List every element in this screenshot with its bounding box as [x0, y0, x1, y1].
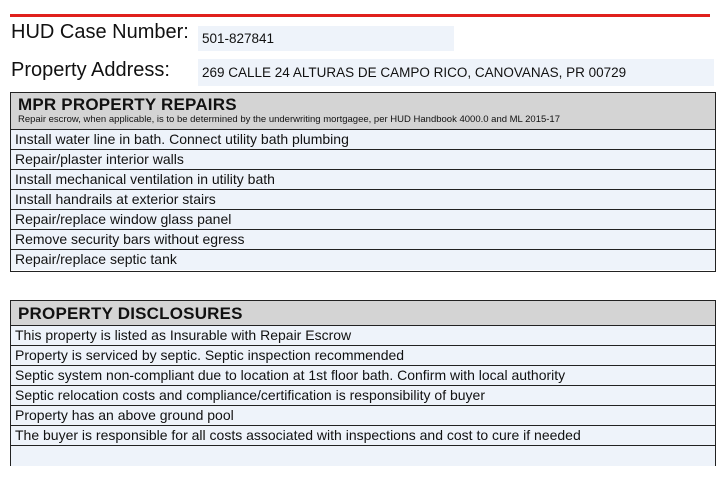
repairs-subtitle: Repair escrow, when applicable, is to be determined by the underwriting mortgagee, per HUD Handbook 4000.0 and ML 2015-17 [18, 114, 560, 125]
repair-row[interactable]: Install water line in bath. Connect utility bath plumbing [11, 130, 715, 150]
disclosures-header [11, 301, 715, 326]
repair-row[interactable]: Repair/plaster interior walls [11, 150, 715, 170]
case-number-label: HUD Case Number: [11, 21, 189, 43]
repair-row[interactable]: Repair/replace window glass panel [11, 210, 715, 230]
disclosure-row[interactable]: The buyer is responsible for all costs associated with inspections and cost to cure if needed [11, 426, 715, 446]
disclosure-row[interactable]: Septic system non-compliant due to location at 1st floor bath. Confirm with local authority [11, 366, 715, 386]
disclosure-row[interactable]: This property is listed as Insurable with Repair Escrow [11, 326, 715, 346]
disclosure-row[interactable]: Septic relocation costs and compliance/certification is responsibility of buyer [11, 386, 715, 406]
disclosure-row[interactable] [11, 446, 715, 466]
repair-row[interactable]: Install handrails at exterior stairs [11, 190, 715, 210]
disclosure-row[interactable]: Property has an above ground pool [11, 406, 715, 426]
property-address-field[interactable]: 269 CALLE 24 ALTURAS DE CAMPO RICO, CANOVANAS, PR 00729 [198, 59, 714, 86]
repair-row[interactable]: Install mechanical ventilation in utility bath [11, 170, 715, 190]
disclosures-title: PROPERTY DISCLOSURES [18, 304, 243, 323]
disclosures-section [10, 300, 716, 466]
repairs-title: MPR PROPERTY REPAIRS [18, 95, 237, 114]
property-address-label: Property Address: [11, 59, 170, 81]
disclosure-row[interactable]: Property is serviced by septic. Septic inspection recommended [11, 346, 715, 366]
repairs-header [11, 93, 715, 130]
case-number-field[interactable]: 501-827841 [198, 26, 454, 51]
repair-row[interactable]: Repair/replace septic tank [11, 250, 715, 270]
repair-row[interactable]: Remove security bars without egress [11, 230, 715, 250]
top-red-rule [10, 14, 710, 17]
repairs-section [10, 92, 716, 272]
